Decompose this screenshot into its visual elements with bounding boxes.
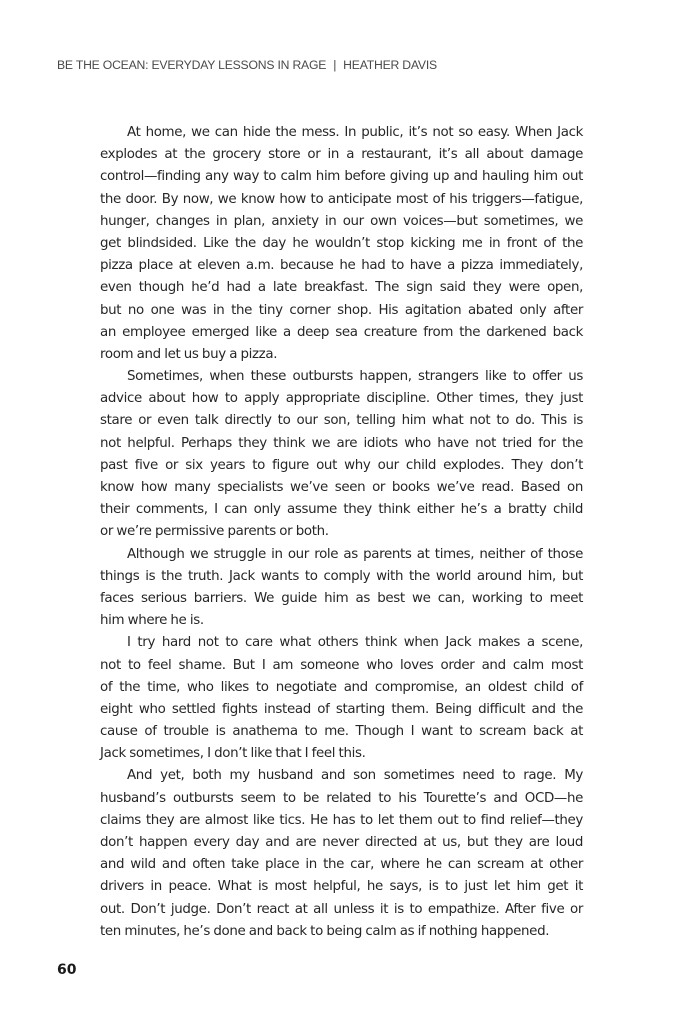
text-line: pizza place at eleven a.m. because he had to have a pizza immediately,: [100, 258, 583, 274]
text-line: hunger, changes in plan, anxiety in our own voices—but sometimes, we: [100, 213, 583, 229]
paragraph: [100, 632, 583, 765]
paragraph: [100, 366, 583, 544]
text-line: drivers in peace. What is most helpful, he says, is to just let him get it: [100, 879, 583, 895]
page-number: 60: [57, 962, 77, 978]
text-line: husband’s outbursts seem to be related to his Tourette’s and OCD—he: [100, 790, 583, 806]
paragraph: [100, 544, 583, 633]
text-line: but no one was in the tiny corner shop. His agitation abated only after: [100, 302, 583, 318]
text-line: explodes at the grocery store or in a restaurant, it’s all about damage: [100, 147, 583, 163]
text-line: faces serious barriers. We guide him as best we can, working to meet: [100, 590, 583, 606]
text-line: claims they are almost like tics. He has to let them out to find relief—they: [100, 812, 583, 828]
book-title: BE THE OCEAN: EVERYDAY LESSONS IN RAGE: [57, 58, 327, 72]
text-line: the door. By now, we know how to anticipate most of his triggers—fatigue,: [100, 191, 583, 207]
text-line: don’t happen every day and are never directed at us, but they are loud: [100, 835, 583, 850]
paragraph: [100, 765, 583, 943]
running-head: [57, 58, 437, 72]
text-line: room and let us buy a pizza.: [100, 346, 278, 362]
text-line: Although we struggle in our role as parents at times, neither of those: [127, 546, 583, 562]
text-line: stare or even talk directly to our son, telling him what not to do. This is: [100, 413, 583, 429]
author-name: HEATHER DAVIS: [343, 58, 437, 72]
text-line: cause of trouble is anathema to me. Though I want to scream back at: [100, 724, 583, 740]
paragraph: [100, 122, 583, 366]
text-line: not to feel shame. But I am someone who loves order and calm most: [100, 657, 583, 673]
text-line: Jack sometimes, I don’t like that I feel this.: [100, 746, 366, 762]
text-line: ten minutes, he’s done and back to being calm as if nothing happened.: [100, 923, 550, 939]
text-line: their comments, I can only assume they think either he’s a bratty child: [100, 502, 583, 518]
text-line: of the time, who likes to negotiate and compromise, an oldest child of: [100, 679, 583, 695]
text-line: or we’re permissive parents or both.: [100, 524, 329, 540]
text-line: not helpful. Perhaps they think we are idiots who have not tried for the: [100, 435, 583, 451]
text-line: an employee emerged like a deep sea creature from the darkened back: [100, 324, 583, 340]
text-line: And yet, both my husband and son sometimes need to rage. My: [127, 768, 583, 784]
header-separator: |: [333, 58, 337, 72]
text-line: things is the truth. Jack wants to comply with the world around him, but: [100, 568, 583, 584]
text-line: him where he is.: [100, 613, 204, 629]
text-line: control—finding any way to calm him before giving up and hauling him out: [100, 169, 583, 185]
text-line: At home, we can hide the mess. In public, it’s not so easy. When Jack: [127, 125, 583, 140]
body-text: [100, 122, 583, 943]
text-line: past five or six years to figure out why our child explodes. They don’t: [100, 457, 583, 473]
text-line: Sometimes, when these outbursts happen, strangers like to offer us: [127, 369, 583, 385]
text-line: even though he’d had a late breakfast. The sign said they were open,: [100, 280, 583, 296]
text-line: know how many specialists we’ve seen or books we’ve read. Based on: [100, 480, 583, 495]
text-line: eight who settled fights instead of starting them. Being difficult and the: [100, 701, 583, 717]
text-line: advice about how to apply appropriate discipline. Other times, they just: [100, 391, 583, 407]
text-line: get blindsided. Like the day he wouldn’t stop kicking me in front of the: [100, 235, 583, 251]
text-line: and wild and often take place in the car, where he can scream at other: [100, 857, 583, 873]
text-line: out. Don’t judge. Don’t react at all unless it is to empathize. After five or: [100, 901, 583, 917]
text-line: I try hard not to care what others think when Jack makes a scene,: [127, 635, 583, 651]
